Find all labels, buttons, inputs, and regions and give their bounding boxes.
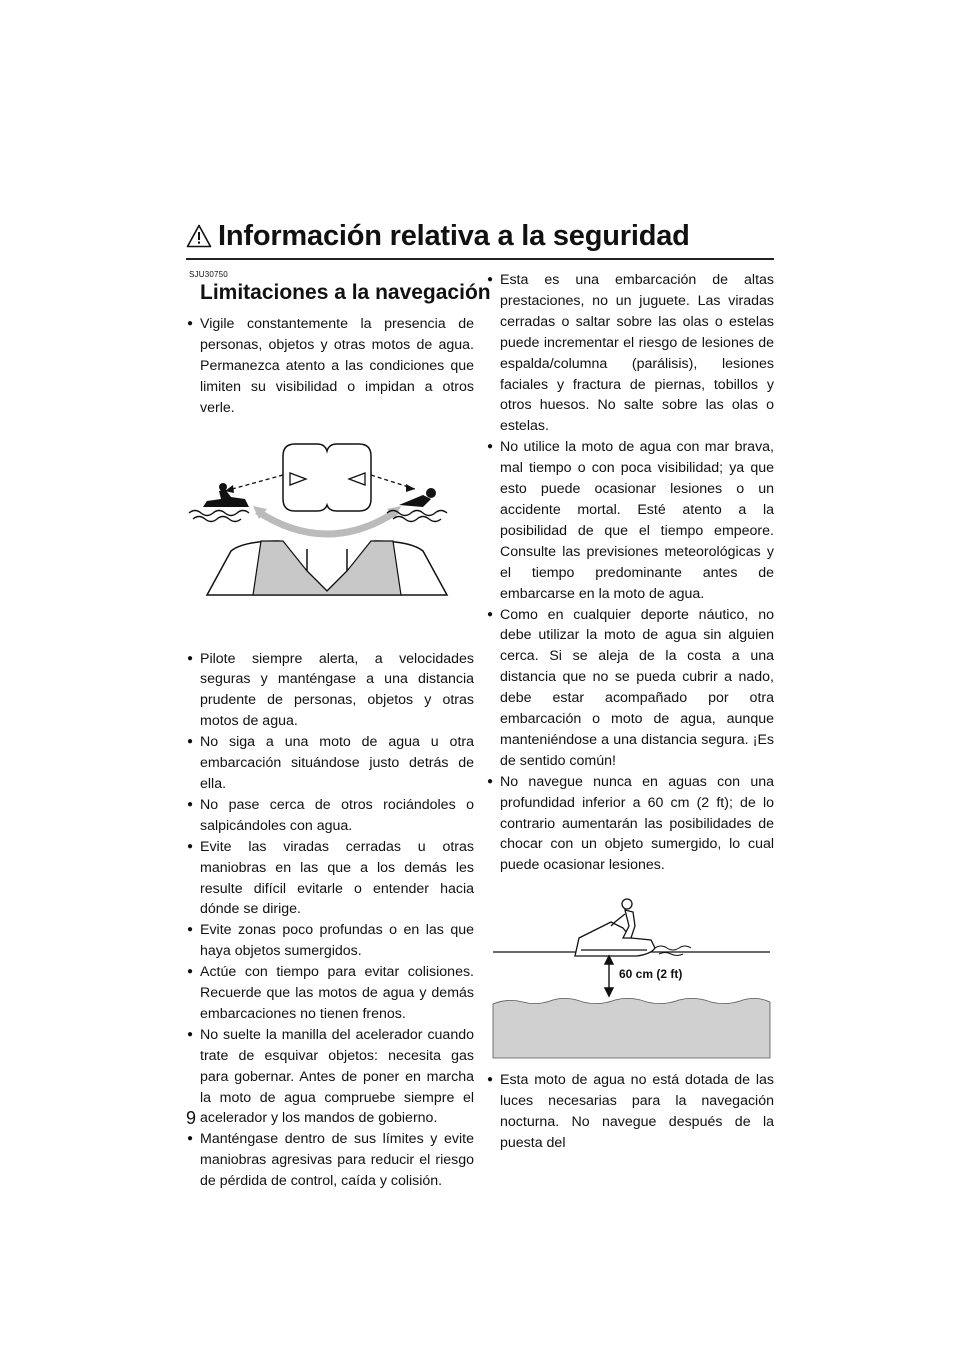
warning-triangle-icon — [186, 224, 212, 248]
section-title: Limitaciones a la navegación — [200, 281, 491, 304]
list-item: ● Esta moto de agua no está dotada de las luces necesarias para la navegación nocturna. No navegue después de la puesta del — [487, 1070, 774, 1154]
depth-illustration — [487, 892, 774, 1062]
list-item: ● Evite las viradas cerradas u otras maniobras en las que a los demás les resulte difícil evitarle o entender hacia dónde se dirige. — [187, 837, 474, 921]
section-code: SJU30750 — [189, 270, 228, 279]
rider-shoulders — [207, 541, 447, 595]
bullet-list — [487, 270, 774, 876]
left-column — [187, 270, 491, 1192]
watercraft — [575, 922, 655, 956]
right-eye-marker — [349, 473, 365, 485]
bullet-list — [187, 649, 474, 1193]
bullet-list-last — [487, 1070, 774, 1154]
list-item: ● Esta es una embarcación de altas prestaciones, no un juguete. Las viradas cerradas o saltar sobre las olas o estelas puede incrementar el riesgo de lesiones de espalda/columna (parálisis), lesiones faciales y fractura de piernas, tobillos y otros huesos. No salte sobre las olas o estelas. — [487, 270, 774, 437]
list-item: ● Como en cualquier deporte náutico, no debe utilizar la moto de agua sin alguien cerca. Si se aleja de la costa a una distancia que no se pueda cubrir a nado, debe estar acompañado por otra embarcación o moto de agua, aunque manteniéndose a una distancia segura. ¡Es de sentido común! — [487, 605, 774, 772]
list-item: ● No pase cerca de otros rociándoles o salpicándoles con agua. — [187, 795, 474, 837]
page-header — [186, 222, 774, 260]
rider-head-outline — [283, 444, 371, 571]
page-title: Información relativa a la seguridad — [218, 220, 690, 252]
page-number: 9 — [186, 1108, 197, 1128]
left-eye-marker — [290, 473, 306, 485]
intro-bullet-list — [187, 314, 474, 419]
right-swimmer — [399, 488, 436, 507]
list-item: ● Vigile constantemente la presencia de personas, objetos y otras motos de agua. Permanezca atento a las condiciones que limiten su visibilidad o impidan a otros verle. — [187, 314, 474, 419]
spray — [655, 946, 691, 956]
list-item: ● No siga a una moto de agua u otra embarcación situándose justo detrás de ella. — [187, 732, 474, 795]
list-item: ● No navegue nunca en aguas con una profundidad inferior a 60 cm (2 ft); de lo contrario aumentarán las posibilidades de chocar con un objeto sumergido, lo cual puede ocasionar lesiones. — [487, 772, 774, 877]
depth-arrow — [605, 956, 613, 996]
list-item: ● Evite zonas poco profundas o en las que haya objetos sumergidos. — [187, 920, 474, 962]
sight-lines — [225, 475, 415, 491]
list-item: ● No utilice la moto de agua con mar brava, mal tiempo o con poca visibilidad; ya que esto puede ocasionar lesiones o un accidente mortal. Esté atento a la posibilidad de que el tiempo empeore. Consulte las previsiones meteorológicas y el tiempo predominante antes de embarcarse en la moto de agua. — [487, 437, 774, 604]
seabed — [493, 999, 770, 1059]
list-item: ● Actúe con tiempo para evitar colisiones. Recuerde que las motos de agua y demás embarcaciones no tienen frenos. — [187, 962, 474, 1025]
list-item: ● Manténgase dentro de sus límites y evite maniobras agresivas para reducir el riesgo de pérdida de control, caída y colisión. — [187, 1129, 474, 1192]
depth-label: 60 cm (2 ft) — [619, 967, 683, 982]
left-waves — [189, 510, 249, 521]
list-item: ● No suelte la manilla del acelerador cuando trate de esquivar objetos: necesita gas para gobernar. Antes de poner en marcha la moto de agua compruebe siempre el acelerador y los mandos de gobierno. — [187, 1025, 474, 1130]
visibility-illustration — [187, 429, 474, 639]
list-item: ● Pilote siempre alerta, a velocidades seguras y manténgase a una distancia prudente de personas, objetos y otras motos de agua. — [187, 649, 474, 733]
right-column — [487, 270, 774, 1154]
head-turn-arrow — [257, 511, 397, 534]
